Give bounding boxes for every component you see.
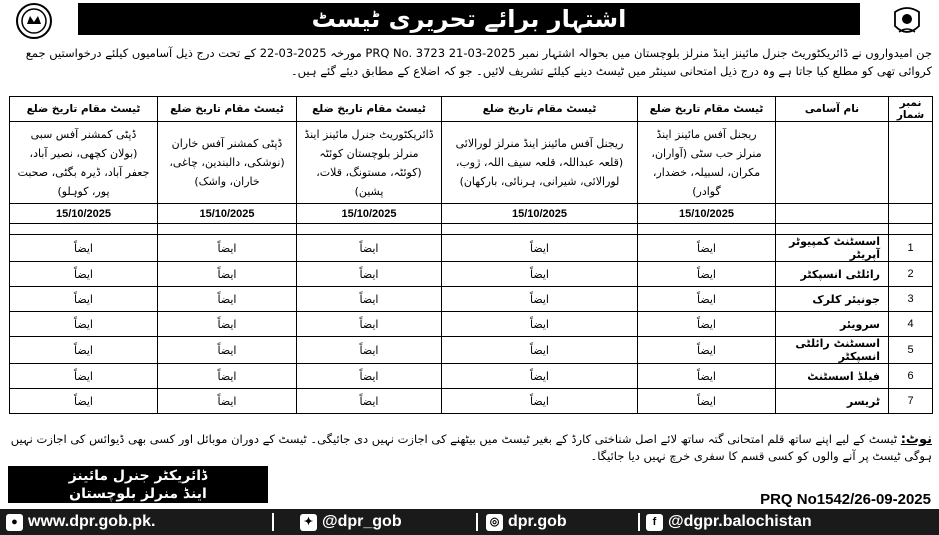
instagram-text: dpr.gob <box>508 513 567 530</box>
post-number: 3 <box>889 287 933 312</box>
same-as-above-cell: ایضاً <box>158 312 297 337</box>
post-number: 6 <box>889 364 933 389</box>
same-as-above-cell: ایضاً <box>158 337 297 364</box>
authority-line-2: اینڈ منرلز بلوچستان <box>69 486 207 502</box>
post-number: 5 <box>889 337 933 364</box>
spacer-row <box>10 224 933 235</box>
same-as-above-cell: ایضاً <box>297 389 442 414</box>
divider <box>272 513 274 531</box>
same-as-above-cell: ایضاً <box>10 262 158 287</box>
intro-text: جن امیدواروں نے ڈائریکٹوریٹ جنرل مائینز اینڈ منرلز بلوچستان میں بحوالہ اشتہار نمبر 2025-03-21 PRQ No. 3723 مورخہ 2025-03-22 کے تحت درج ذیل آسامیوں کیلئے درخواستیں جمع کروائی تھی کو مطلع کیا جاتا ہے وہ درج ذیل امتحانی سینٹر میں ٹیسٹ دینے کیلئے تشریف لائیں۔ جو کہ اضلاع کے مطابق دیئے گئے ہیں۔ <box>25 46 932 78</box>
post-name: فیلڈ اسسٹنٹ <box>776 364 889 389</box>
same-as-above-cell: ایضاً <box>638 262 776 287</box>
same-as-above-cell: ایضاً <box>638 389 776 414</box>
same-as-above-cell: ایضاً <box>10 389 158 414</box>
test-date: 15/10/2025 <box>158 204 297 224</box>
post-name: اسسٹنٹ کمپیوٹر آپریٹر <box>776 235 889 262</box>
same-as-above-cell: ایضاً <box>10 287 158 312</box>
facebook-text: @dgpr.balochistan <box>668 513 812 530</box>
same-as-above-cell: ایضاً <box>442 287 638 312</box>
header-venue: ٹیسٹ مقام تاریخ ضلع <box>297 97 442 122</box>
facebook-icon: f <box>646 514 663 531</box>
header-venue: ٹیسٹ مقام تاریخ ضلع <box>158 97 297 122</box>
venue-sibi: ڈپٹی کمشنر آفس سبی (بولان کچھی، نصیر آباد، جعفر آباد، ڈیرہ بگٹی، صحبت پور، کوہلو) <box>10 122 158 204</box>
header-venue: ٹیسٹ مقام تاریخ ضلع <box>10 97 158 122</box>
same-as-above-cell: ایضاً <box>10 235 158 262</box>
test-date: 15/10/2025 <box>442 204 638 224</box>
same-as-above-cell: ایضاً <box>158 235 297 262</box>
header-venue: ٹیسٹ مقام تاریخ ضلع <box>638 97 776 122</box>
same-as-above-cell: ایضاً <box>297 262 442 287</box>
test-schedule-table <box>9 96 933 414</box>
same-as-above-cell: ایضاً <box>638 364 776 389</box>
divider <box>638 513 640 531</box>
same-as-above-cell: ایضاً <box>442 312 638 337</box>
note-label: نوٹ: <box>900 432 932 447</box>
table-row <box>10 287 933 312</box>
same-as-above-cell: ایضاً <box>10 337 158 364</box>
same-as-above-cell: ایضاً <box>442 364 638 389</box>
same-as-above-cell: ایضاً <box>158 262 297 287</box>
same-as-above-cell: ایضاً <box>10 364 158 389</box>
table-row <box>10 262 933 287</box>
same-as-above-cell: ایضاً <box>638 312 776 337</box>
same-as-above-cell: ایضاً <box>442 389 638 414</box>
post-name: ٹریسر <box>776 389 889 414</box>
table-row <box>10 364 933 389</box>
test-date: 15/10/2025 <box>10 204 158 224</box>
post-number: 7 <box>889 389 933 414</box>
post-name: سرویئر <box>776 312 889 337</box>
same-as-above-cell: ایضاً <box>158 364 297 389</box>
same-as-above-cell: ایضاً <box>10 312 158 337</box>
authority-line-1: ڈائریکٹر جنرل مائینز <box>68 468 208 484</box>
globe-icon: ● <box>6 514 23 531</box>
twitter-link[interactable] <box>300 509 402 535</box>
post-number: 4 <box>889 312 933 337</box>
note <box>8 431 932 464</box>
same-as-above-cell: ایضاً <box>297 312 442 337</box>
note-text: ٹیسٹ کے لیے اپنے ساتھ قلم امتحانی گتہ ساتھ لائے اصل شناختی کارڈ کے بغیر ٹیسٹ میں بیٹھنے کی اجازت نہیں دی جائیگی۔ ٹیسٹ کے دوران موبائل اور کسی بھی ڈیوائس کی اجازت نہیں ہوگی ٹیسٹ پر آنے والوں کو کسی قسم کا سفری خرچ نہیں دیا جائیگا۔ <box>10 432 932 463</box>
same-as-above-cell: ایضاً <box>442 262 638 287</box>
table-row <box>10 235 933 262</box>
post-name: اسسٹنٹ رائلٹی انسپکٹر <box>776 337 889 364</box>
instagram-link[interactable] <box>486 509 567 535</box>
instagram-icon: ◎ <box>486 514 503 531</box>
table-row <box>10 389 933 414</box>
venue-row <box>10 122 933 204</box>
header <box>0 0 939 40</box>
venue-loralai: ریجنل آفس مائینز اینڈ منرلز لورالائی (قلعہ عبداللہ، قلعہ سیف اللہ، ژوب، لورالائی، شیرانی، ہرنائی، بارکھان) <box>442 122 638 204</box>
social-bar <box>0 509 939 535</box>
same-as-above-cell: ایضاً <box>638 235 776 262</box>
facebook-link[interactable] <box>646 509 812 535</box>
twitter-icon: ✦ <box>300 514 317 531</box>
issuing-authority <box>8 466 268 503</box>
same-as-above-cell: ایضاً <box>297 287 442 312</box>
same-as-above-cell: ایضاً <box>638 337 776 364</box>
table-row <box>10 337 933 364</box>
post-name: جونیئر کلرک <box>776 287 889 312</box>
website-link[interactable] <box>6 509 155 535</box>
date-row <box>10 204 933 224</box>
same-as-above-cell: ایضاً <box>158 389 297 414</box>
venue-hub: ریجنل آفس مائینز اینڈ منرلز حب سٹی (آواران، مکران، لسبیلہ، خضدار، گوادر) <box>638 122 776 204</box>
header-serial: نمبر شمار <box>889 97 933 122</box>
prq-number: PRQ No1542/26-09-2025 <box>760 491 931 508</box>
header-post: نام آسامی <box>776 97 889 122</box>
table-header-row <box>10 97 933 122</box>
post-number: 2 <box>889 262 933 287</box>
post-name: رائلٹی انسپکٹر <box>776 262 889 287</box>
same-as-above-cell: ایضاً <box>442 337 638 364</box>
test-date: 15/10/2025 <box>297 204 442 224</box>
post-number: 1 <box>889 235 933 262</box>
header-venue: ٹیسٹ مقام تاریخ ضلع <box>442 97 638 122</box>
same-as-above-cell: ایضاً <box>442 235 638 262</box>
twitter-text: @dpr_gob <box>322 513 402 530</box>
same-as-above-cell: ایضاً <box>297 337 442 364</box>
page-title: اشتہار برائے تحریری ٹیسٹ <box>78 3 860 35</box>
dgpr-logo-icon <box>14 2 54 40</box>
balochistan-emblem-icon <box>887 2 927 40</box>
same-as-above-cell: ایضاً <box>297 235 442 262</box>
website-text: www.dpr.gob.pk. <box>28 513 156 530</box>
same-as-above-cell: ایضاً <box>638 287 776 312</box>
test-date: 15/10/2025 <box>638 204 776 224</box>
divider <box>476 513 478 531</box>
same-as-above-cell: ایضاً <box>158 287 297 312</box>
venue-quetta: ڈائریکٹوریٹ جنرل مائینز اینڈ منرلز بلوچستان کوئٹہ (کوئٹہ، مستونگ، قلات، پشین) <box>297 122 442 204</box>
same-as-above-cell: ایضاً <box>297 364 442 389</box>
venue-kharan: ڈپٹی کمشنر آفس خاران (نوشکی، دالبندین، چاغی، خاران، واشک) <box>158 122 297 204</box>
table-row <box>10 312 933 337</box>
